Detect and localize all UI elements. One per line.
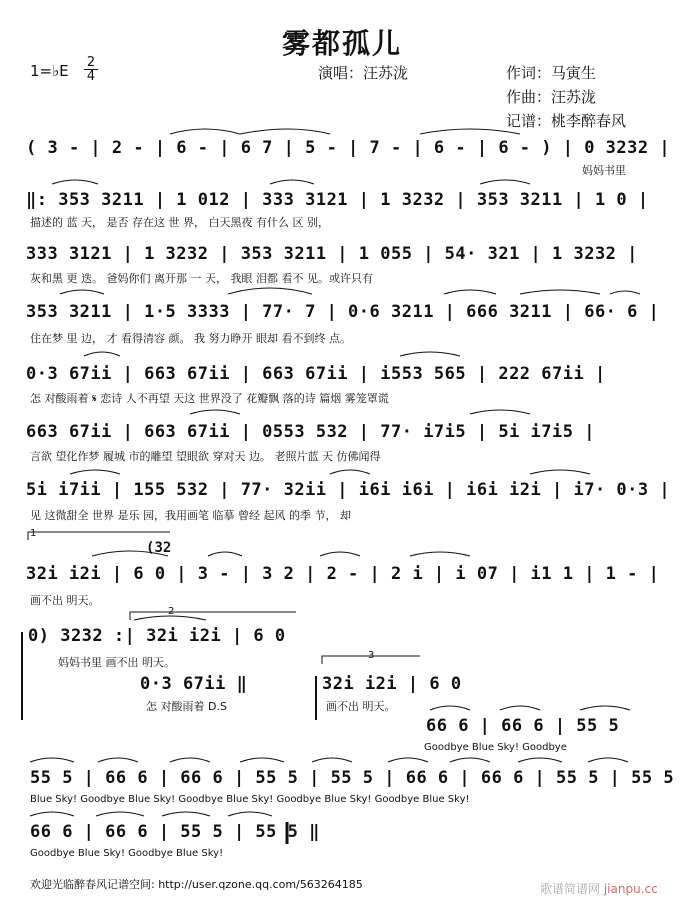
transcriber-credit: 记谱：桃李醉春风 bbox=[506, 112, 627, 130]
score-line-9: 0) 3232 :| 32i i2i | 6 0 bbox=[28, 626, 286, 646]
score-line-4: 353 3211 | 1·5 3333 | 77· 7 | 0·6 3211 | 666 3211 | 66· 6 | bbox=[26, 302, 660, 322]
score-line-2: ‖: 353 3211 | 1 012 | 333 3121 | 1 3232 | 353 3211 | 1 0 | bbox=[26, 190, 649, 210]
score-line-7: 5i i7ii | 155 532 | 77· 32ii | i6i i6i | i6i i2i | i7· 0·3 | bbox=[26, 480, 671, 500]
slur bbox=[30, 812, 74, 816]
slur bbox=[170, 129, 240, 134]
slur bbox=[240, 129, 330, 134]
slur bbox=[500, 706, 540, 710]
slur bbox=[30, 758, 74, 762]
lyric-line-6: 言欲 望化作梦 履城 市的雕望 望眼欲 穿对天 边。 老照片蓝 天 仿佛闻得 bbox=[30, 450, 381, 463]
lyric-line-11: 画不出 明天。 bbox=[326, 700, 396, 713]
slur bbox=[320, 552, 360, 556]
score-line-3: 333 3121 | 1 3232 | 353 3211 | 1 055 | 54· 321 | 1 3232 | bbox=[26, 244, 638, 264]
watermark-cn: 歌谱简谱网 bbox=[540, 882, 601, 896]
lyric-line-1: 妈妈书里 bbox=[582, 164, 626, 177]
slur bbox=[480, 180, 530, 184]
slur bbox=[92, 551, 168, 556]
slur bbox=[588, 758, 628, 762]
grace-note-group: (32 bbox=[146, 540, 172, 556]
lyric-line-7: 见 这微甜全 世界 是乐 园，我用画笔 临摹 曾经 起风 的季 节， 却 bbox=[30, 509, 351, 522]
slur bbox=[98, 758, 138, 762]
watermark bbox=[540, 880, 658, 897]
slur bbox=[580, 706, 630, 710]
slur bbox=[60, 290, 104, 294]
slur bbox=[162, 812, 210, 816]
volta-1-label: 1 bbox=[30, 528, 37, 539]
score-line-1: ( 3 - | 2 - | 6 - | 6 7 | 5 - | 7 - | 6 - | 6 - ) | 0 3232 | bbox=[26, 138, 671, 158]
score-line-11: 32i i2i | 6 0 bbox=[322, 674, 462, 694]
slur bbox=[134, 616, 206, 620]
slur bbox=[52, 180, 98, 184]
slur bbox=[520, 290, 600, 294]
slur bbox=[228, 288, 312, 294]
slur bbox=[190, 410, 240, 414]
lyric-line-10: 怎 对酸雨着 D.S bbox=[146, 700, 227, 713]
slur bbox=[420, 129, 520, 134]
lyric-line-12: Goodbye Blue Sky! Goodbye bbox=[424, 742, 567, 753]
slur bbox=[170, 758, 210, 762]
page-title: 雾都孤儿 bbox=[281, 27, 402, 60]
lyric-line-8: 画不出 明天。 bbox=[30, 594, 100, 607]
volta-1-bracket bbox=[28, 532, 170, 540]
slur bbox=[228, 812, 272, 816]
key-label: 1=♭E bbox=[30, 62, 69, 80]
slur bbox=[444, 290, 496, 294]
time-bottom: 4 bbox=[84, 69, 98, 83]
slur bbox=[208, 552, 242, 556]
score-line-12: 66 6 | 66 6 | 55 5 bbox=[426, 716, 620, 736]
footer-text: 欢迎光临醉春风记谱空间: http://user.qzone.qq.com/563264185 bbox=[30, 878, 363, 891]
slur bbox=[70, 470, 120, 474]
lyric-line-14: Goodbye Blue Sky! Goodbye Blue Sky! bbox=[30, 848, 224, 859]
slur bbox=[312, 758, 352, 762]
slur bbox=[610, 291, 640, 294]
slur bbox=[96, 812, 144, 816]
composer-credit: 作曲：汪苏泷 bbox=[506, 88, 597, 106]
lyric-line-13: Blue Sky! Goodbye Blue Sky! Goodbye Blue Sky! Goodbye Blue Sky! Goodbye Blue Sky! bbox=[30, 794, 470, 805]
time-top: 2 bbox=[86, 55, 96, 70]
score-line-10: 0·3 67ii ‖ bbox=[140, 674, 248, 694]
watermark-site: jianpu.cc bbox=[603, 882, 658, 896]
lyric-line-9: 妈妈书里 画不出 明天。 bbox=[58, 656, 175, 669]
slur bbox=[270, 180, 314, 184]
slur bbox=[330, 470, 370, 474]
score-line-13: 55 5 | 66 6 | 66 6 | 55 5 | 55 5 | 66 6 | 66 6 | 55 5 | 55 5 bbox=[30, 768, 675, 788]
slur bbox=[530, 470, 590, 474]
volta-3-label: 3 bbox=[368, 650, 375, 661]
lyric-line-2: 描述的 蓝 天， 是否 存在这 世 界， 白天黑夜 有什么 区 别， bbox=[30, 216, 329, 229]
slur bbox=[430, 706, 470, 710]
slur bbox=[470, 410, 530, 414]
slur bbox=[240, 758, 284, 762]
score-line-14: 66 6 | 66 6 | 55 5 | 55 5 ‖ bbox=[30, 822, 320, 842]
score-line-6: 663 67ii | 663 67ii | 0553 532 | 77· i7i5 | 5i i7i5 | bbox=[26, 422, 595, 442]
singer-credit: 演唱：汪苏泷 bbox=[318, 64, 409, 82]
lyric-line-4: 住在梦 里 边， 才 看得清容 颜。 我 努力睁开 眼却 看不到终 点。 bbox=[30, 332, 351, 345]
volta-2-bracket bbox=[130, 612, 296, 620]
lyric-line-3: 灰和黑 更 迭。 爸妈你们 离开那 一 天， 我眼 泪都 看不 见。或许只有 bbox=[30, 272, 373, 285]
lyricist-credit: 作词：马寅生 bbox=[506, 64, 597, 82]
lyric-line-5: 怎 对酸雨着 𝄋 恋诗 人不再望 天这 世界没了 花瓣飘 落的诗 篇烟 雾笼罩谎 bbox=[30, 392, 389, 405]
slur bbox=[518, 758, 562, 762]
slur bbox=[450, 758, 490, 762]
slur bbox=[410, 552, 470, 556]
volta-2-label: 2 bbox=[168, 606, 175, 617]
slur bbox=[400, 352, 460, 356]
score-line-8: 32i i2i | 6 0 | 3 - | 3 2 | 2 - | 2 i | i 07 | i1 1 | 1 - | bbox=[26, 564, 660, 584]
score-line-5: 0·3 67ii | 663 67ii | 663 67ii | i553 565 | 222 67ii | bbox=[26, 364, 606, 384]
slur bbox=[388, 758, 428, 762]
slur bbox=[84, 352, 120, 356]
volta-3-bracket bbox=[322, 656, 420, 664]
